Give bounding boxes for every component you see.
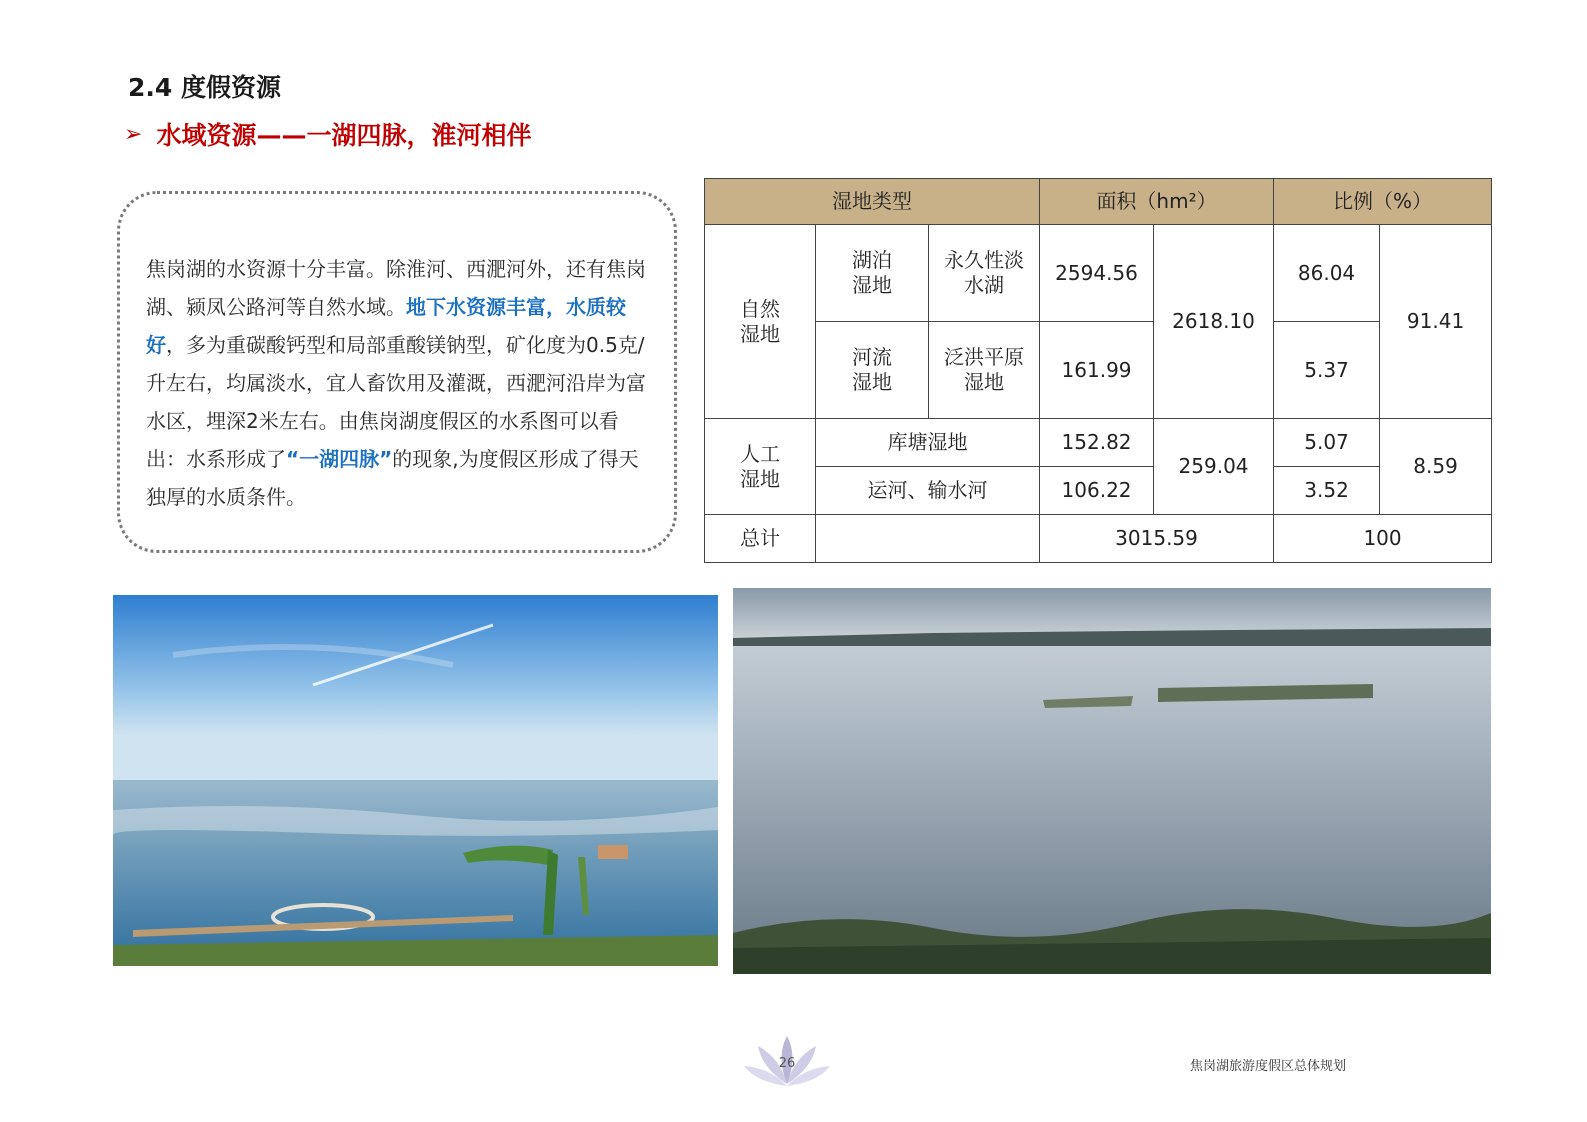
intro-paragraph bbox=[146, 250, 658, 516]
river-wetland-class: 河流湿地 bbox=[816, 322, 929, 419]
lake-wetland-class: 湖泊湿地 bbox=[816, 225, 929, 322]
canal-wetland-ratio: 3.52 bbox=[1274, 467, 1380, 515]
natural-subtotal-area: 2618.10 bbox=[1154, 225, 1274, 419]
arrow-bullet-icon: ➢ bbox=[124, 121, 143, 147]
river-wetland-subclass: 泛洪平原湿地 bbox=[929, 322, 1040, 419]
subtitle bbox=[124, 116, 531, 152]
artificial-subtotal-ratio: 8.59 bbox=[1380, 419, 1492, 515]
aerial-lake-photo bbox=[113, 595, 718, 966]
total-empty-cell bbox=[816, 515, 1040, 563]
total-ratio: 100 bbox=[1274, 515, 1492, 563]
total-area: 3015.59 bbox=[1040, 515, 1274, 563]
page-number-badge bbox=[740, 1032, 834, 1092]
intro-highlight-2: “一湖四脉” bbox=[286, 447, 393, 471]
artificial-wetland-label: 人工湿地 bbox=[705, 419, 816, 515]
lake-wetland-subclass: 永久性淡水湖 bbox=[929, 225, 1040, 322]
intro-highlight-1: 地下水资源丰富，水质较好 bbox=[146, 295, 626, 357]
intro-text-2: ，多为重碳酸钙型和局部重酸镁钠型，矿化度为0.5克/升左右，均属淡水，宜人畜饮用及灌溉，西淝河沿岸为富水区，埋深2米左右。由焦岗湖度假区的水系图可以看出：水系形成了 bbox=[146, 333, 646, 471]
river-wetland-ratio: 5.37 bbox=[1274, 322, 1380, 419]
canal-wetland-class: 运河、输水河 bbox=[816, 467, 1040, 515]
subtitle-text: 水域资源——一湖四脉，淮河相伴 bbox=[156, 121, 532, 150]
artificial-subtotal-area: 259.04 bbox=[1154, 419, 1274, 515]
wetland-table bbox=[704, 178, 1492, 563]
reservoir-wetland-class: 库塘湿地 bbox=[816, 419, 1040, 467]
intro-text-1: 焦岗湖的水资源十分丰富。除淮河、西淝河外，还有焦岗湖、颍凤公路河等自然水域。 bbox=[146, 257, 646, 319]
intro-text-3: 的现象,为度假区形成了得天独厚的水质条件。 bbox=[146, 447, 639, 509]
wetland-lake-photo bbox=[733, 588, 1491, 974]
header-type: 湿地类型 bbox=[705, 179, 1040, 225]
lake-wetland-area: 2594.56 bbox=[1040, 225, 1154, 322]
natural-subtotal-ratio: 91.41 bbox=[1380, 225, 1492, 419]
reservoir-wetland-area: 152.82 bbox=[1040, 419, 1154, 467]
header-ratio: 比例（%） bbox=[1274, 179, 1492, 225]
section-title: 2.4 度假资源 bbox=[128, 73, 281, 102]
header-area: 面积（hm²） bbox=[1040, 179, 1274, 225]
reservoir-wetland-ratio: 5.07 bbox=[1274, 419, 1380, 467]
total-label: 总计 bbox=[705, 515, 816, 563]
footer-doc-title: 焦岗湖旅游度假区总体规划 bbox=[1190, 1059, 1347, 1074]
lake-wetland-ratio: 86.04 bbox=[1274, 225, 1380, 322]
intro-textbox bbox=[117, 191, 677, 553]
canal-wetland-area: 106.22 bbox=[1040, 467, 1154, 515]
natural-wetland-label: 自然湿地 bbox=[705, 225, 816, 419]
river-wetland-area: 161.99 bbox=[1040, 322, 1154, 419]
page-number: 26 bbox=[778, 1056, 796, 1071]
